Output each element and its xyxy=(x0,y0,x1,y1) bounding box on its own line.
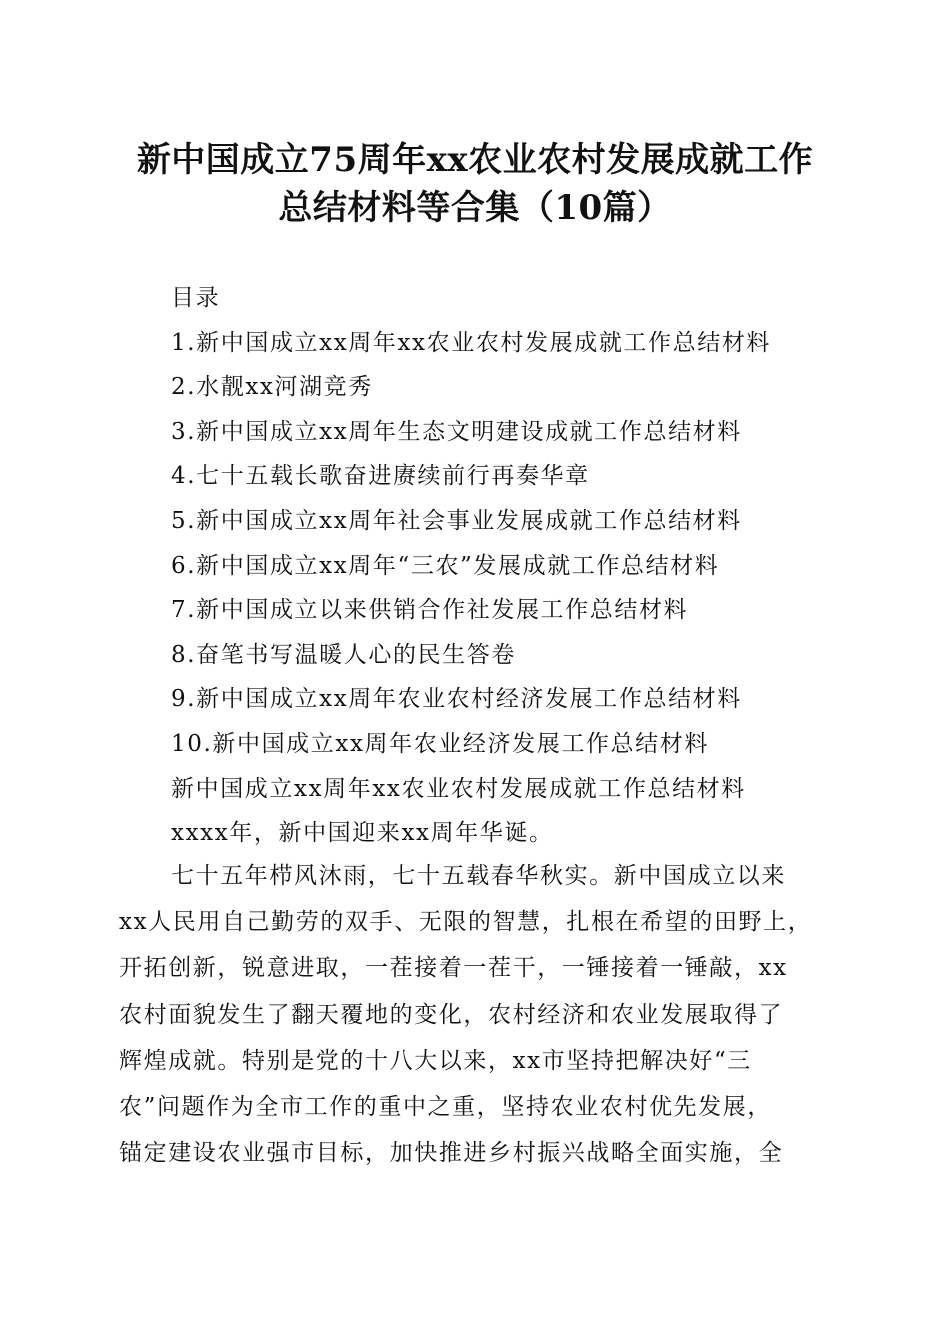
toc-item: 4.七十五载长歌奋进赓续前行再奏华章 xyxy=(171,463,590,490)
document-title xyxy=(100,136,850,232)
paragraph-line: 农”问题作为全市工作的重中之重，坚持农业农村优先发展， xyxy=(119,1094,772,1121)
toc-item: 8.奋笔书写温暖人心的民生答卷 xyxy=(171,641,516,668)
article-title: 新中国成立xx周年xx农业农村发展成就工作总结材料 xyxy=(171,775,746,802)
toc-item: 3.新中国成立xx周年生态文明建设成就工作总结材料 xyxy=(171,418,742,445)
article-paragraph xyxy=(119,853,834,1176)
paragraph-line: xx人民用自己勤劳的双手、无限的智慧，扎根在希望的田野上， xyxy=(119,909,813,936)
article-intro: xxxx年，新中国迎来xx周年华诞。 xyxy=(171,820,554,847)
toc-item: 10.新中国成立xx周年农业经济发展工作总结材料 xyxy=(171,730,709,757)
paragraph-line: 辉煌成就。特别是党的十八大以来，xx市坚持把解决好“三 xyxy=(119,1047,752,1074)
table-of-contents xyxy=(171,276,871,856)
title-line-2: 总结材料等合集（10篇） xyxy=(278,188,672,228)
toc-item: 5.新中国成立xx周年社会事业发展成就工作总结材料 xyxy=(171,507,742,534)
paragraph-line: 开拓创新，锐意进取，一茬接着一茬干，一锤接着一锤敲，xx xyxy=(119,955,788,982)
paragraph-line: 七十五年栉风沐雨，七十五载春华秋实。新中国成立以来 xyxy=(171,863,786,889)
toc-item: 9.新中国成立xx周年农业农村经济发展工作总结材料 xyxy=(171,686,742,713)
toc-item: 1.新中国成立xx周年xx农业农村发展成就工作总结材料 xyxy=(171,329,772,356)
paragraph-line: 农村面貌发生了翻天覆地的变化，农村经济和农业发展取得了 xyxy=(119,1001,784,1028)
toc-item: 6.新中国成立xx周年“三农”发展成就工作总结材料 xyxy=(171,552,720,579)
title-line-1: 新中国成立75周年xx农业农村发展成就工作 xyxy=(136,140,814,180)
paragraph-line: 锚定建设农业强市目标，加快推进乡村振兴战略全面实施，全 xyxy=(119,1140,784,1167)
toc-heading: 目录 xyxy=(171,285,221,311)
toc-item: 2.水靓xx河湖竞秀 xyxy=(171,374,373,401)
toc-item: 7.新中国成立以来供销合作社发展工作总结材料 xyxy=(171,597,689,624)
